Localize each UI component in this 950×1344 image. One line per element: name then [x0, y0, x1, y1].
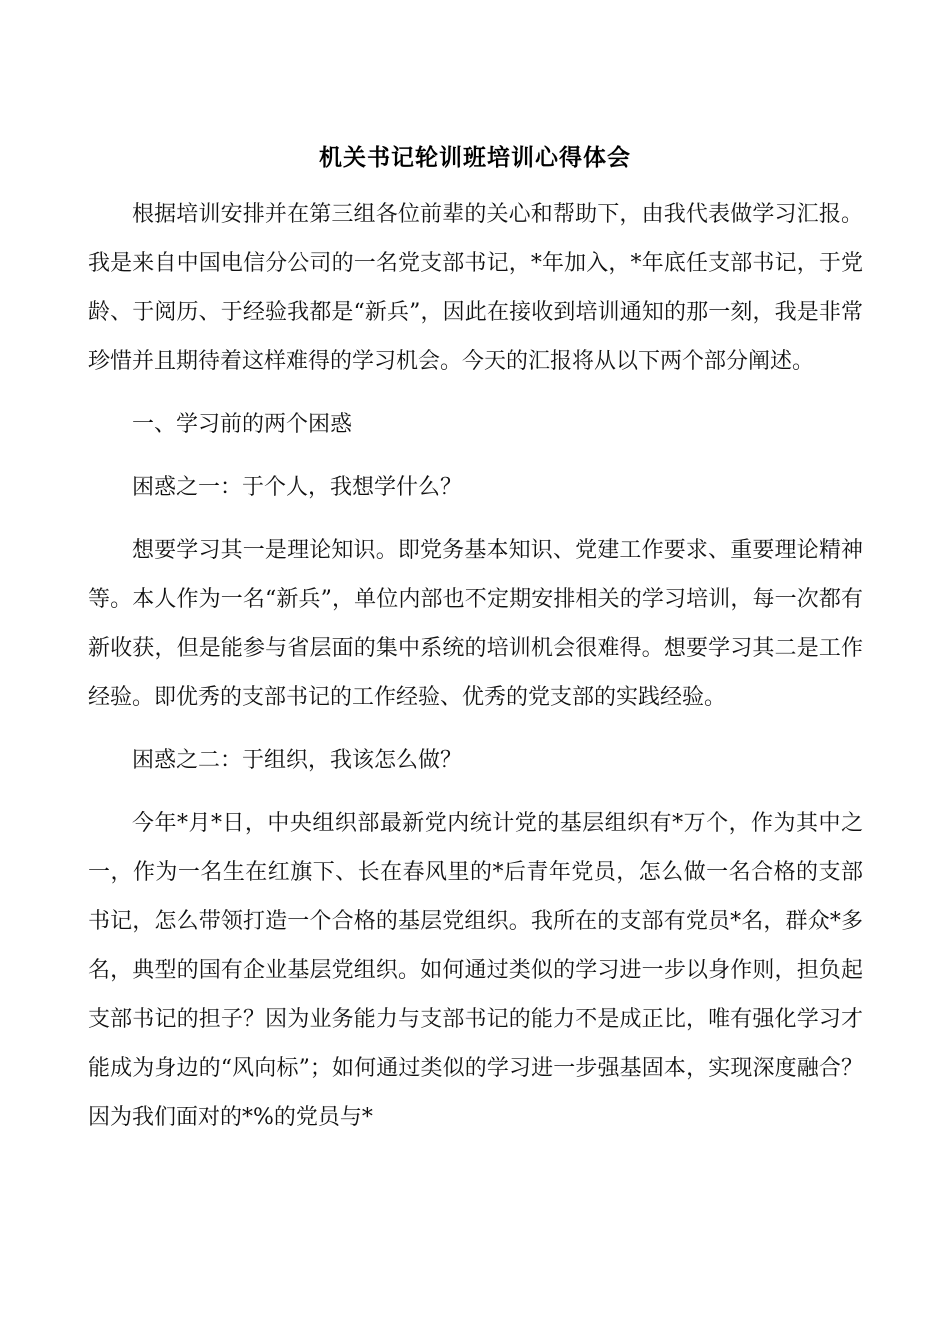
- paragraph-organization: 今年*月*日，中央组织部最新党内统计党的基层组织有*万个，作为其中之一，作为一名生在红旗下、长在春风里的*后青年党员，怎么做一名合格的支部书记，怎么带领打造一个合格的基层党组织。我所在的支部有党员*名，群众*多名，典型的国有企业基层党组织。如何通过类似的学习进一步以身作则，担负起支部书记的担子？因为业务能力与支部书记的能力不是成正比，唯有强化学习才能成为身边的“风向标”；如何通过类似的学习进一步强基固本，实现深度融合？因为我们面对的*%的党员与*: [88, 811, 863, 1130]
- document-body: [88, 190, 863, 1142]
- document-title: 机关书记轮训班培训心得体会: [319, 144, 631, 171]
- subheading-confusion-2: 困惑之二：于组织，我该怎么做？: [132, 748, 463, 773]
- paragraph-learning-goals: 想要学习其一是理论知识。即党务基本知识、党建工作要求、重要理论精神等。本人作为一名“新兵”，单位内部也不定期安排相关的学习培训，每一次都有新收获，但是能参与省层面的集中系统的培训机会很难得。想要学习其二是工作经验。即优秀的支部书记的工作经验、优秀的党支部的实践经验。: [88, 538, 863, 710]
- paragraph-intro: 根据培训安排并在第三组各位前辈的关心和帮助下，由我代表做学习汇报。我是来自中国电信分公司的一名党支部书记，*年加入，*年底任支部书记，于党龄、于阅历、于经验我都是“新兵”，因此在接收到培训通知的那一刻，我是非常珍惜并且期待着这样难得的学习机会。今天的汇报将从以下两个部分阐述。: [88, 202, 863, 374]
- subheading-confusion-1: 困惑之一：于个人，我想学什么？: [132, 475, 463, 500]
- section-heading: 一、学习前的两个困惑: [132, 412, 353, 437]
